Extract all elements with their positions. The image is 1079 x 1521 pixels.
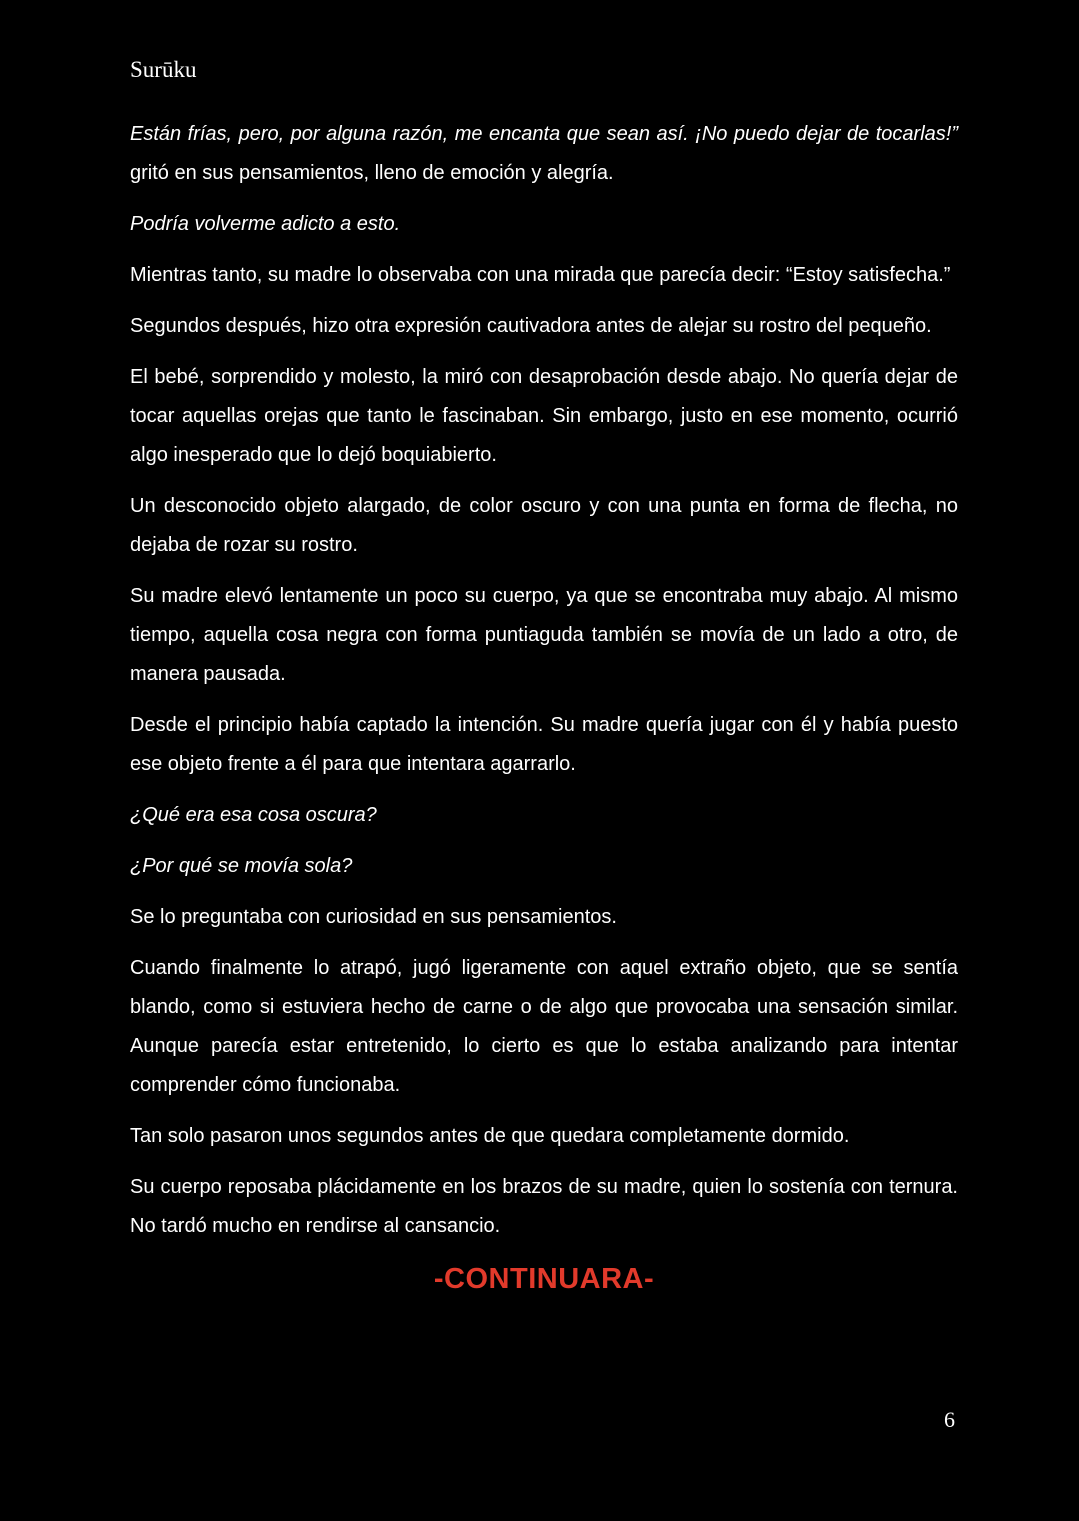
page-number: 6 [944,1407,955,1432]
paragraph [130,577,958,694]
paragraph [130,706,958,784]
paragraph [130,256,958,295]
paragraph-segment: Segundos después, hizo otra expresión cautivadora antes de alejar su rostro del pequeño. [130,315,932,337]
paragraph-segment: Un desconocido objeto alargado, de color oscuro y con una punta en forma de flecha, no dejaba de rozar su rostro. [130,495,958,556]
paragraph-segment: Su madre elevó lentamente un poco su cuerpo, ya que se encontraba muy abajo. Al mismo tiempo, aquella cosa negra con forma puntiaguda también se movía de un lado a otro, de manera pausada. [130,585,958,685]
paragraph-segment: Desde el principio había captado la intención. Su madre quería jugar con él y había puesto ese objeto frente a él para que intentara agarrarlo. [130,714,958,775]
paragraph [130,358,958,475]
paragraph [130,205,958,244]
paragraph-segment-italic: Están frías, pero, por alguna razón, me encanta que sean así. ¡No puedo dejar de tocarlas!” [130,123,958,145]
paragraph-segment: El bebé, sorprendido y molesto, la miró con desaprobación desde abajo. No quería dejar de tocar aquellas orejas que tanto le fascinaban. Sin embargo, justo en ese momento, ocurrió algo inesperado que lo dejó boquiabierto. [130,366,958,466]
paragraph-segment: Se lo preguntaba con curiosidad en sus pensamientos. [130,906,617,928]
paragraph-segment-italic: ¿Por qué se movía sola? [130,855,353,877]
paragraph [130,898,958,937]
paragraph [130,1168,958,1246]
paragraph-segment: gritó en sus pensamientos, lleno de emoción y alegría. [130,162,614,184]
paragraph-segment-italic: Podría volverme adicto a esto. [130,213,401,235]
paragraph-segment: Cuando finalmente lo atrapó, jugó ligeramente con aquel extraño objeto, que se sentía blando, como si estuviera hecho de carne o de algo que provocaba una sensación similar. Aunque parecía estar entretenido, lo cierto es que lo estaba analizando para intentar comprender cómo funcionaba. [130,957,958,1096]
paragraph [130,847,958,886]
paragraph-segment: Mientras tanto, su madre lo observaba con una mirada que parecía decir: “Estoy satisfecha.” [130,264,951,286]
paragraph-segment-italic: ¿Qué era esa cosa oscura? [130,804,377,826]
page-title: Surūku [130,57,197,82]
paragraph [130,1117,958,1156]
paragraph-segment: Tan solo pasaron unos segundos antes de que quedara completamente dormido. [130,1125,850,1147]
paragraph [130,307,958,346]
continuara-label: -CONTINUARA- [433,1263,655,1295]
paragraph [130,487,958,565]
paragraph [130,115,958,193]
paragraph [130,796,958,835]
paragraph-segment: Su cuerpo reposaba plácidamente en los brazos de su madre, quien lo sostenía con ternura. No tardó mucho en rendirse al cansancio. [130,1176,958,1237]
paragraph [130,949,958,1105]
story-text [130,115,958,1246]
